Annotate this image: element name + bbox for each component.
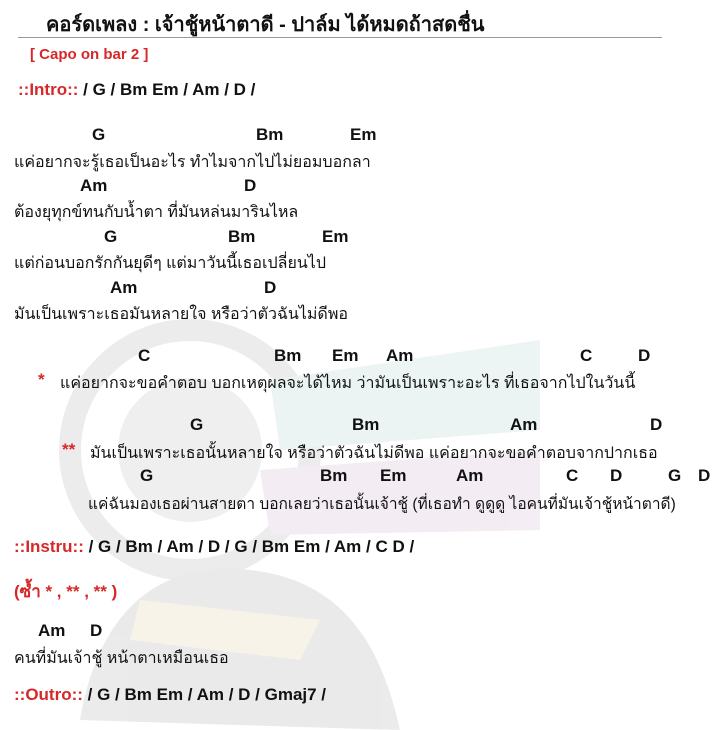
lyric-line: มันเป็นเพราะเธอมันหลายใจ หรือว่าตัวฉันไม่ดีพอ [14,306,348,323]
lyric-line: คนที่มันเจ้าชู้ หน้าตาเหมือนเธอ [14,650,229,667]
chord: D [244,176,257,195]
lyric-line: มันเป็นเพราะเธอนั้นหลายใจ หรือว่าตัวฉันไม่ดีพอ แค่อยากจะขอคำตอบจากปากเธอ [90,445,658,462]
chord: D [650,415,663,434]
chord: Am [110,278,138,297]
instru-chords: / G / Bm / Am / D / G / Bm Em / Am / C D / [83,537,415,556]
title-divider [18,37,662,38]
instru-line [14,537,414,557]
chord: Em [380,466,407,485]
instru-label: ::Instru:: [14,537,84,556]
repeat-instruction: (ซ้ำ * , ** , ** ) [14,582,118,601]
chord: D [264,278,277,297]
section-marker: ** [62,440,76,459]
lyric-line: แค่อยากจะรู้เธอเป็นอะไร ทำไมจากไปไม่ยอมบอกลา [14,154,371,171]
chord: Am [456,466,484,485]
chord: Am [80,176,108,195]
chord: C [580,346,593,365]
chord: G [140,466,154,485]
intro-chords: / G / Bm Em / Am / D / [78,80,256,99]
chord: D [698,466,711,485]
lyric-line: ต้องยุทุกข์ทนกับน้ำตา ที่มันหล่นมารินไหล [14,204,299,221]
chord: Am [38,621,66,640]
chord: Bm [352,415,380,434]
chord: Em [322,227,349,246]
chord: Bm [274,346,302,365]
lyric-line: แต่ก่อนบอกรักกันยุดีๆ แต่มาวันนี้เธอเปลี่ยนไป [14,255,326,272]
chord: D [610,466,623,485]
lyric-line: แค่ฉันมองเธอผ่านสายตา บอกเลยว่าเธอนั้นเจ้าชู้ (ที่เธอทำ ดูดูดู ไอคนที่มันเจ้าชู้หน้าตาดี) [88,496,676,513]
section-marker: * [38,370,45,389]
outro-chords: / G / Bm Em / Am / D / Gmaj7 / [82,685,327,704]
chord: G [104,227,118,246]
intro-label: ::Intro:: [18,80,79,99]
outro-label: ::Outro:: [14,685,83,704]
intro-line [18,80,255,100]
chord: Em [350,125,377,144]
chord: Bm [256,125,284,144]
chord: D [638,346,651,365]
chord: C [566,466,579,485]
page-title: คอร์ดเพลง : เจ้าชู้หน้าตาดี - ปาล์ม ได้หมดถ้าสดชื่น [46,14,485,36]
chord: Am [510,415,538,434]
chord: C [138,346,151,365]
chord: Bm [228,227,256,246]
outro-line [14,685,326,705]
chord: D [90,621,103,640]
chord: G [92,125,106,144]
chord: Em [332,346,359,365]
chord: G [668,466,682,485]
chord: Am [386,346,414,365]
capo-note: [ Capo on bar 2 ] [30,46,149,63]
chord: Bm [320,466,348,485]
lyric-line: แค่อยากจะขอคำตอบ บอกเหตุผลจะได้ไหม ว่ามันเป็นเพราะอะไร ที่เธอจากไปในวันนี้ [60,375,636,392]
chord: G [190,415,204,434]
